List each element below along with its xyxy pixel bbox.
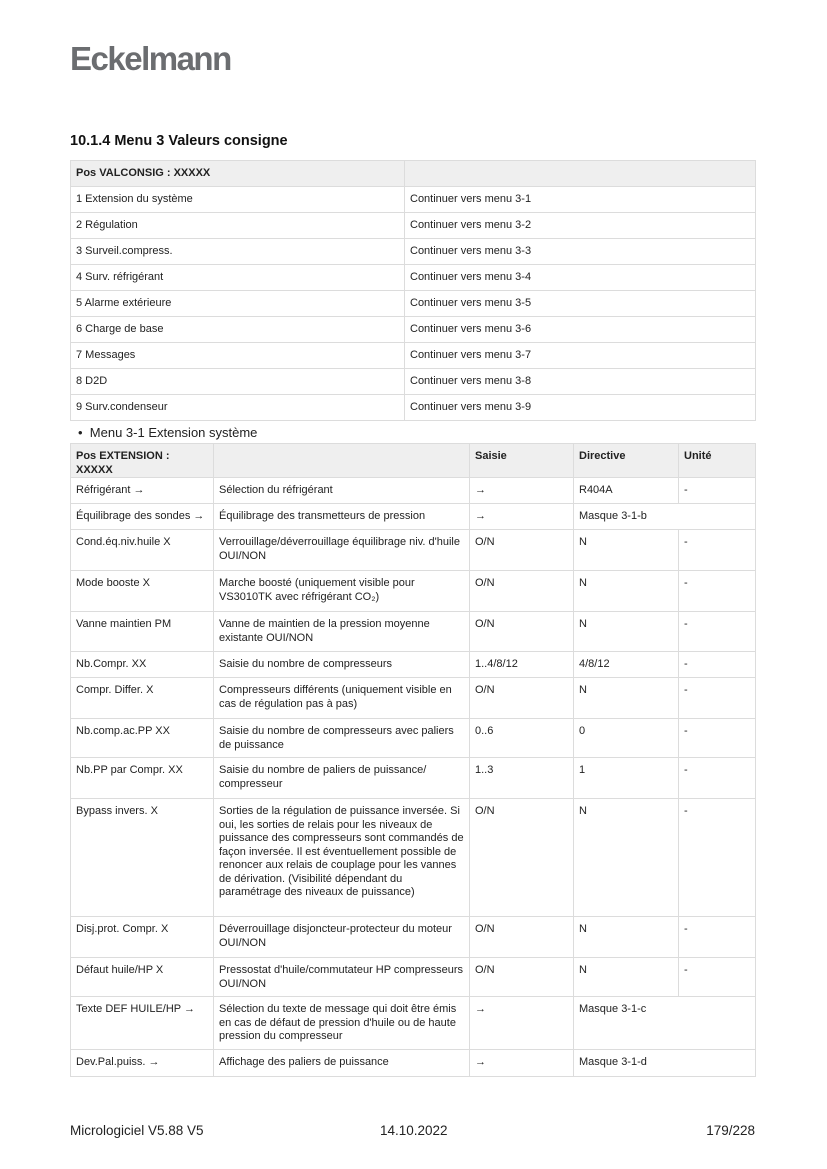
menu-item-cell: 6 Charge de base xyxy=(71,317,405,343)
parameter-cell: Mode booste X xyxy=(71,571,214,612)
table-row xyxy=(71,343,756,369)
input-cell: → xyxy=(470,1050,574,1077)
table-row xyxy=(71,187,756,213)
input-cell: O/N xyxy=(470,678,574,719)
unit-cell: - xyxy=(679,678,756,719)
description-cell: Sorties de la régulation de puissance inversée. Si oui, les sorties de relais pour les niveaux de puissance des compresseurs sont commandés de façon inversée. Il est éventuellement possible de renoncer aux relais de couplage pour les vannes de dérivation. (Visibilité dépendant du paramétrage des niveaux de puissance) xyxy=(214,799,470,917)
header-cell: Directive xyxy=(574,444,679,478)
input-cell: O/N xyxy=(470,917,574,958)
unit-cell: - xyxy=(679,652,756,678)
description-cell: Verrouillage/déverrouillage équilibrage niv. d'huile OUI/NON xyxy=(214,530,470,571)
section-heading: 10.1.4 Menu 3 Valeurs consigne xyxy=(70,133,288,149)
parameter-cell: Disj.prot. Compr. X xyxy=(71,917,214,958)
table-header-row xyxy=(71,161,756,187)
parameter-cell: Compr. Differ. X xyxy=(71,678,214,719)
parameter-cell: Équilibrage des sondes → xyxy=(71,504,214,530)
default-cell: Masque 3-1-c xyxy=(574,997,756,1050)
menu-target-cell: Continuer vers menu 3-3 xyxy=(405,239,756,265)
description-cell: Saisie du nombre de compresseurs xyxy=(214,652,470,678)
parameter-cell: Réfrigérant → xyxy=(71,478,214,504)
parameter-cell: Nb.comp.ac.PP XX xyxy=(71,719,214,758)
menu-item-cell: 9 Surv.condenseur xyxy=(71,395,405,421)
input-cell: → xyxy=(470,997,574,1050)
table-row xyxy=(71,291,756,317)
menu-item-cell: 4 Surv. réfrigérant xyxy=(71,265,405,291)
default-cell: N xyxy=(574,958,679,997)
table-row xyxy=(71,799,756,917)
input-cell: 0..6 xyxy=(470,719,574,758)
table-row xyxy=(71,1050,756,1077)
unit-cell: - xyxy=(679,917,756,958)
default-cell: 0 xyxy=(574,719,679,758)
default-cell: N xyxy=(574,917,679,958)
description-cell: Sélection du texte de message qui doit être émis en cas de défaut de pression d'huile ou de haute pression du compresseur xyxy=(214,997,470,1050)
footer-date: 14.10.2022 xyxy=(380,1123,448,1138)
input-cell: → xyxy=(470,478,574,504)
description-cell: Pressostat d'huile/commutateur HP compresseurs OUI/NON xyxy=(214,958,470,997)
table-row xyxy=(71,571,756,612)
input-cell: O/N xyxy=(470,530,574,571)
parameter-cell: Cond.éq.niv.huile X xyxy=(71,530,214,571)
description-cell: Équilibrage des transmetteurs de pression xyxy=(214,504,470,530)
menu-target-cell: Continuer vers menu 3-9 xyxy=(405,395,756,421)
table-row xyxy=(71,369,756,395)
description-cell: Vanne de maintien de la pression moyenne existante OUI/NON xyxy=(214,612,470,652)
input-cell: O/N xyxy=(470,612,574,652)
parameter-cell: Nb.PP par Compr. XX xyxy=(71,758,214,799)
menu-target-cell: Continuer vers menu 3-4 xyxy=(405,265,756,291)
table-row xyxy=(71,652,756,678)
extension-table xyxy=(70,443,756,1077)
description-cell: Compresseurs différents (uniquement visible en cas de régulation pas à pas) xyxy=(214,678,470,719)
default-cell: R404A xyxy=(574,478,679,504)
table-row xyxy=(71,265,756,291)
table-row xyxy=(71,958,756,997)
table-row xyxy=(71,504,756,530)
menu-target-cell: Continuer vers menu 3-5 xyxy=(405,291,756,317)
unit-cell: - xyxy=(679,799,756,917)
parameter-cell: Texte DEF HUILE/HP → xyxy=(71,997,214,1050)
menu-target-cell: Continuer vers menu 3-1 xyxy=(405,187,756,213)
table-row xyxy=(71,612,756,652)
parameter-cell: Défaut huile/HP X xyxy=(71,958,214,997)
header-cell: Saisie xyxy=(470,444,574,478)
input-cell: O/N xyxy=(470,571,574,612)
default-cell: N xyxy=(574,799,679,917)
menu-item-cell: 5 Alarme extérieure xyxy=(71,291,405,317)
unit-cell: - xyxy=(679,571,756,612)
unit-cell: - xyxy=(679,719,756,758)
menu-target-cell: Continuer vers menu 3-6 xyxy=(405,317,756,343)
default-cell: N xyxy=(574,678,679,719)
valconsig-table xyxy=(70,160,756,421)
default-cell: N xyxy=(574,571,679,612)
table-row xyxy=(71,917,756,958)
table-row xyxy=(71,530,756,571)
table-row xyxy=(71,997,756,1050)
eckelmann-logo: Eckelmann xyxy=(70,40,231,77)
unit-cell: - xyxy=(679,530,756,571)
description-cell: Affichage des paliers de puissance xyxy=(214,1050,470,1077)
table-row xyxy=(71,678,756,719)
parameter-cell: Dev.Pal.puiss. → xyxy=(71,1050,214,1077)
menu-item-cell: 3 Surveil.compress. xyxy=(71,239,405,265)
description-cell: Sélection du réfrigérant xyxy=(214,478,470,504)
input-cell: 1..4/8/12 xyxy=(470,652,574,678)
unit-cell: - xyxy=(679,758,756,799)
table-header-row xyxy=(71,444,756,478)
description-cell: Saisie du nombre de paliers de puissance/ compresseur xyxy=(214,758,470,799)
default-cell: Masque 3-1-d xyxy=(574,1050,756,1077)
description-cell: Saisie du nombre de compresseurs avec paliers de puissance xyxy=(214,719,470,758)
description-cell: Marche boosté (uniquement visible pour VS3010TK avec réfrigérant CO₂) xyxy=(214,571,470,612)
menu-target-cell: Continuer vers menu 3-2 xyxy=(405,213,756,239)
header-cell: Unité xyxy=(679,444,756,478)
table-row xyxy=(71,719,756,758)
table-row xyxy=(71,317,756,343)
input-cell: O/N xyxy=(470,799,574,917)
footer-firmware: Micrologiciel V5.88 V5 xyxy=(70,1123,204,1138)
header-cell: Pos VALCONSIG : XXXXX xyxy=(71,161,405,187)
subsection-title: Menu 3-1 Extension système xyxy=(89,425,258,440)
unit-cell: - xyxy=(679,612,756,652)
table-row xyxy=(71,213,756,239)
input-cell: O/N xyxy=(470,958,574,997)
table-row xyxy=(71,395,756,421)
header-cell xyxy=(214,444,470,478)
header-cell xyxy=(405,161,756,187)
input-cell: 1..3 xyxy=(470,758,574,799)
table-row xyxy=(71,478,756,504)
parameter-cell: Vanne maintien PM xyxy=(71,612,214,652)
parameter-cell: Bypass invers. X xyxy=(71,799,214,917)
footer-page-number: 179/228 xyxy=(706,1123,755,1138)
table-row xyxy=(71,239,756,265)
default-cell: Masque 3-1-b xyxy=(574,504,756,530)
parameter-cell: Nb.Compr. XX xyxy=(71,652,214,678)
unit-cell: - xyxy=(679,478,756,504)
input-cell: → xyxy=(470,504,574,530)
default-cell: 4/8/12 xyxy=(574,652,679,678)
menu-target-cell: Continuer vers menu 3-7 xyxy=(405,343,756,369)
description-cell: Déverrouillage disjoncteur-protecteur du moteur OUI/NON xyxy=(214,917,470,958)
table-row xyxy=(71,758,756,799)
menu-item-cell: 1 Extension du système xyxy=(71,187,405,213)
menu-item-cell: 2 Régulation xyxy=(71,213,405,239)
default-cell: N xyxy=(574,612,679,652)
default-cell: N xyxy=(574,530,679,571)
unit-cell: - xyxy=(679,958,756,997)
default-cell: 1 xyxy=(574,758,679,799)
menu-item-cell: 7 Messages xyxy=(71,343,405,369)
bullet-icon: • xyxy=(78,425,90,440)
menu-item-cell: 8 D2D xyxy=(71,369,405,395)
menu-target-cell: Continuer vers menu 3-8 xyxy=(405,369,756,395)
bullet-item xyxy=(78,425,257,440)
header-cell: Pos EXTENSION : XXXXX xyxy=(71,444,214,478)
